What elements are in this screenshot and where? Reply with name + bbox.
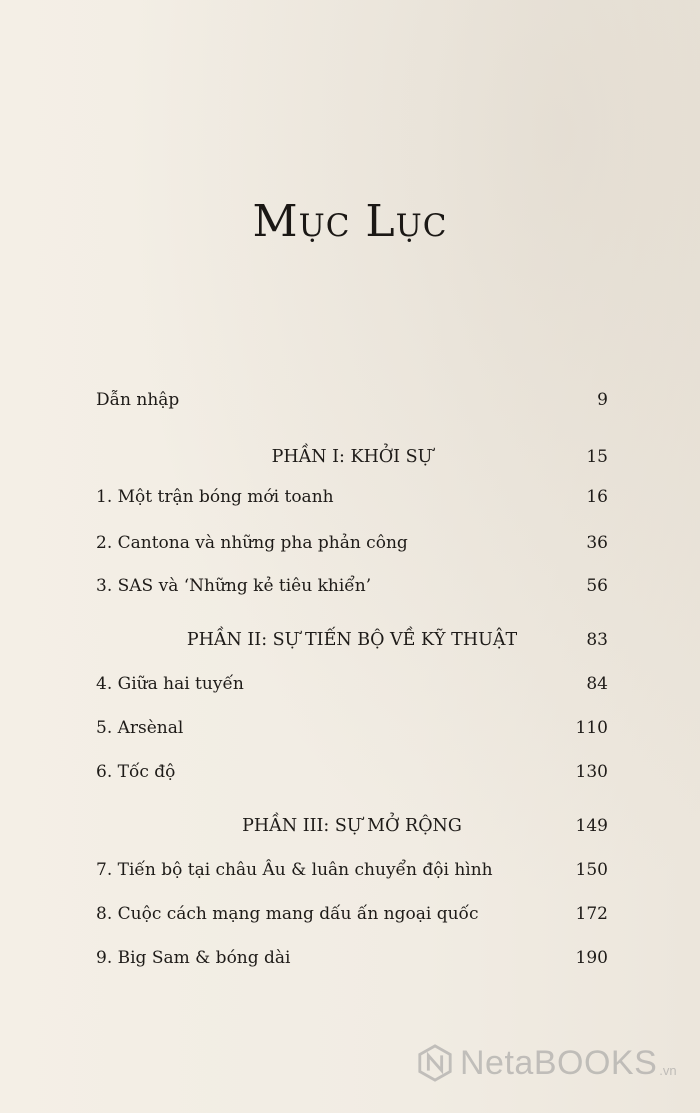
entry-label: 8. Cuộc cách mạng mang dấu ấn ngoại quốc [96, 904, 479, 924]
entry-page-number: 172 [575, 904, 608, 924]
part-page-number: 83 [586, 630, 608, 650]
toc-entry-6 [96, 762, 608, 792]
part-page-number: 15 [586, 447, 608, 467]
entry-page-number: 190 [575, 948, 608, 968]
toc-entry-8 [96, 904, 608, 934]
watermark-brand: NetaBOOKS [460, 1043, 658, 1082]
part-page-number: 149 [575, 816, 608, 836]
watermark-suffix: .vn [659, 1063, 677, 1078]
entry-label: 1. Một trận bóng mới toanh [96, 487, 334, 507]
toc-entry-7 [96, 860, 608, 890]
toc-part-3 [96, 816, 608, 846]
toc-entry-1 [96, 487, 608, 517]
part-label: PHẦN II: SỰ TIẾN BỘ VỀ KỸ THUẬT [186, 630, 518, 650]
toc-entry-4 [96, 674, 608, 704]
neta-logo-icon [416, 1044, 454, 1082]
entry-label: 4. Giữa hai tuyến [96, 674, 244, 694]
entry-page-number: 36 [586, 533, 608, 553]
toc-entry-3 [96, 576, 608, 606]
toc-part-1 [96, 447, 608, 477]
toc-entry-intro [96, 390, 608, 420]
entry-page-number: 130 [575, 762, 608, 782]
entry-label: 5. Arsènal [96, 718, 184, 738]
toc-entry-2 [96, 533, 608, 563]
page-title: Mục Lục [252, 196, 448, 247]
watermark [416, 1038, 677, 1088]
entry-label: 9. Big Sam & bóng dài [96, 948, 291, 968]
toc-entry-5 [96, 718, 608, 748]
entry-page-number: 84 [586, 674, 608, 694]
part-label: PHẦN I: KHỞI SỰ [271, 447, 433, 467]
entry-label: Dẫn nhập [96, 390, 180, 410]
entry-page-number: 56 [586, 576, 608, 596]
part-label: PHẦN III: SỰ MỞ RỘNG [242, 816, 462, 836]
entry-page-number: 110 [575, 718, 608, 738]
entry-label: 3. SAS và ‘Những kẻ tiêu khiển’ [96, 576, 372, 596]
entry-label: 7. Tiến bộ tại châu Âu & luân chuyển đội hình [96, 860, 493, 880]
toc-part-2 [96, 630, 608, 660]
entry-page-number: 16 [586, 487, 608, 507]
entry-label: 2. Cantona và những pha phản công [96, 533, 408, 553]
entry-label: 6. Tốc độ [96, 762, 176, 782]
toc-entry-9 [96, 948, 608, 978]
entry-page-number: 9 [597, 390, 608, 410]
entry-page-number: 150 [575, 860, 608, 880]
